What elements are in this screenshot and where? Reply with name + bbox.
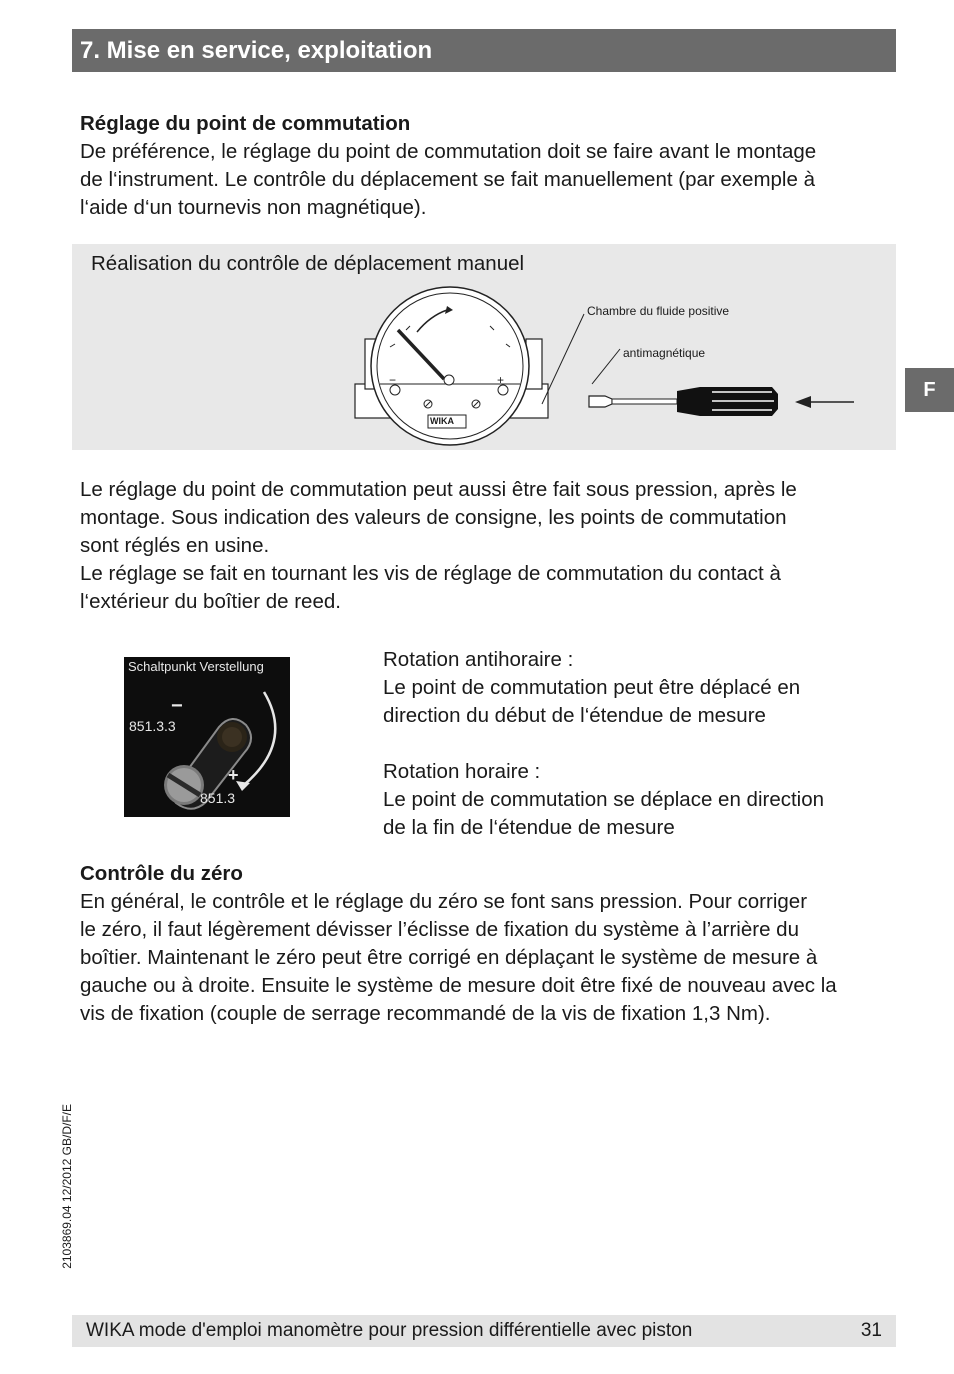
figure-caption: Réalisation du contrôle de déplacement manuel xyxy=(91,252,525,275)
ccw-line-2: direction du début de l‘étendue de mesure xyxy=(383,704,766,727)
language-tab-f[interactable]: F xyxy=(905,368,954,412)
section-title: 7. Mise en service, exploitation xyxy=(80,37,433,64)
rotation-spacer xyxy=(383,730,898,758)
antimagnetic-label: antimagnétique xyxy=(623,346,706,360)
insert-arrow-head xyxy=(795,396,811,408)
gauge-minus-sign: − xyxy=(389,373,397,387)
switch-point-line-3: l‘aide d‘un tournevis non magnétique). xyxy=(80,196,427,219)
chamber-label: Chambre du fluide positive xyxy=(587,304,730,318)
zero-check-line-2: le zéro, il faut légèrement dévisser l’éclisse de fixation du système à l’arrière du xyxy=(80,918,799,941)
document-reference: 2103869.04 12/2012 GB/D/F/E xyxy=(60,1104,74,1269)
adjustment-line-4: Le réglage se fait en tournant les vis de réglage de commutation du contact à xyxy=(80,562,781,585)
ccw-title: Rotation antihoraire : xyxy=(383,648,574,671)
cw-title: Rotation horaire : xyxy=(383,760,541,783)
manual-displacement-figure xyxy=(72,244,896,450)
antimagnetic-leader-line xyxy=(592,349,620,384)
adjustment-section xyxy=(80,476,896,616)
photo-plus-sign: + xyxy=(228,765,239,785)
adjustment-line-2: montage. Sous indication des valeurs de consigne, les points de commutation xyxy=(80,506,787,529)
photo-minus-sign: − xyxy=(171,695,183,717)
photo-title: Schaltpunkt Verstellung xyxy=(128,659,264,674)
zero-check-heading: Contrôle du zéro xyxy=(80,862,243,885)
cw-line-2: de la fin de l‘étendue de mesure xyxy=(383,816,675,839)
footer-text: WIKA mode d'emploi manomètre pour pression différentielle avec piston xyxy=(86,1320,693,1341)
photo-label-lower: 851.3 xyxy=(200,790,236,806)
chamber-leader-line xyxy=(542,314,584,404)
switch-point-line-1: De préférence, le réglage du point de commutation doit se faire avant le montage xyxy=(80,140,817,163)
ccw-line-1: Le point de commutation peut être déplacé en xyxy=(383,676,801,699)
switch-point-adjustment-photo xyxy=(124,657,290,817)
section-header xyxy=(72,29,896,72)
adjustment-line-1: Le réglage du point de commutation peut aussi être fait sous pression, après le xyxy=(80,478,797,501)
page-number: 31 xyxy=(860,1320,882,1341)
page-footer xyxy=(72,1315,896,1347)
cw-line-1: Le point de commutation se déplace en direction xyxy=(383,788,825,811)
zero-check-line-3: boîtier. Maintenant le zéro peut être corrigé en déplaçant le système de mesure à xyxy=(80,946,818,969)
adjustment-line-5: l‘extérieur du boîtier de reed. xyxy=(80,590,341,613)
switch-point-heading: Réglage du point de commutation xyxy=(80,112,411,135)
zero-check-line-5: vis de fixation (couple de serrage recommandé de la vis de fixation 1,3 Nm). xyxy=(80,1002,771,1025)
screwdriver-illustration xyxy=(589,387,778,416)
switch-point-section xyxy=(80,110,896,222)
gauge-and-screwdriver-illustration xyxy=(72,244,896,450)
gauge-brand-label: WIKA xyxy=(430,416,454,426)
photo-label-upper: 851.3.3 xyxy=(129,718,176,734)
switch-point-line-2: de l‘instrument. Le contrôle du déplacement se fait manuellement (par exemple à xyxy=(80,168,815,191)
zero-check-line-1: En général, le contrôle et le réglage du zéro se font sans pression. Pour corriger xyxy=(80,890,808,913)
adjustment-line-3: sont réglés en usine. xyxy=(80,534,270,557)
rotation-description xyxy=(383,646,898,842)
zero-check-section xyxy=(80,860,896,1028)
gauge-plus-sign: + xyxy=(497,373,505,387)
zero-check-line-4: gauche ou à droite. Ensuite le système de mesure doit être fixé de nouveau avec la xyxy=(80,974,837,997)
